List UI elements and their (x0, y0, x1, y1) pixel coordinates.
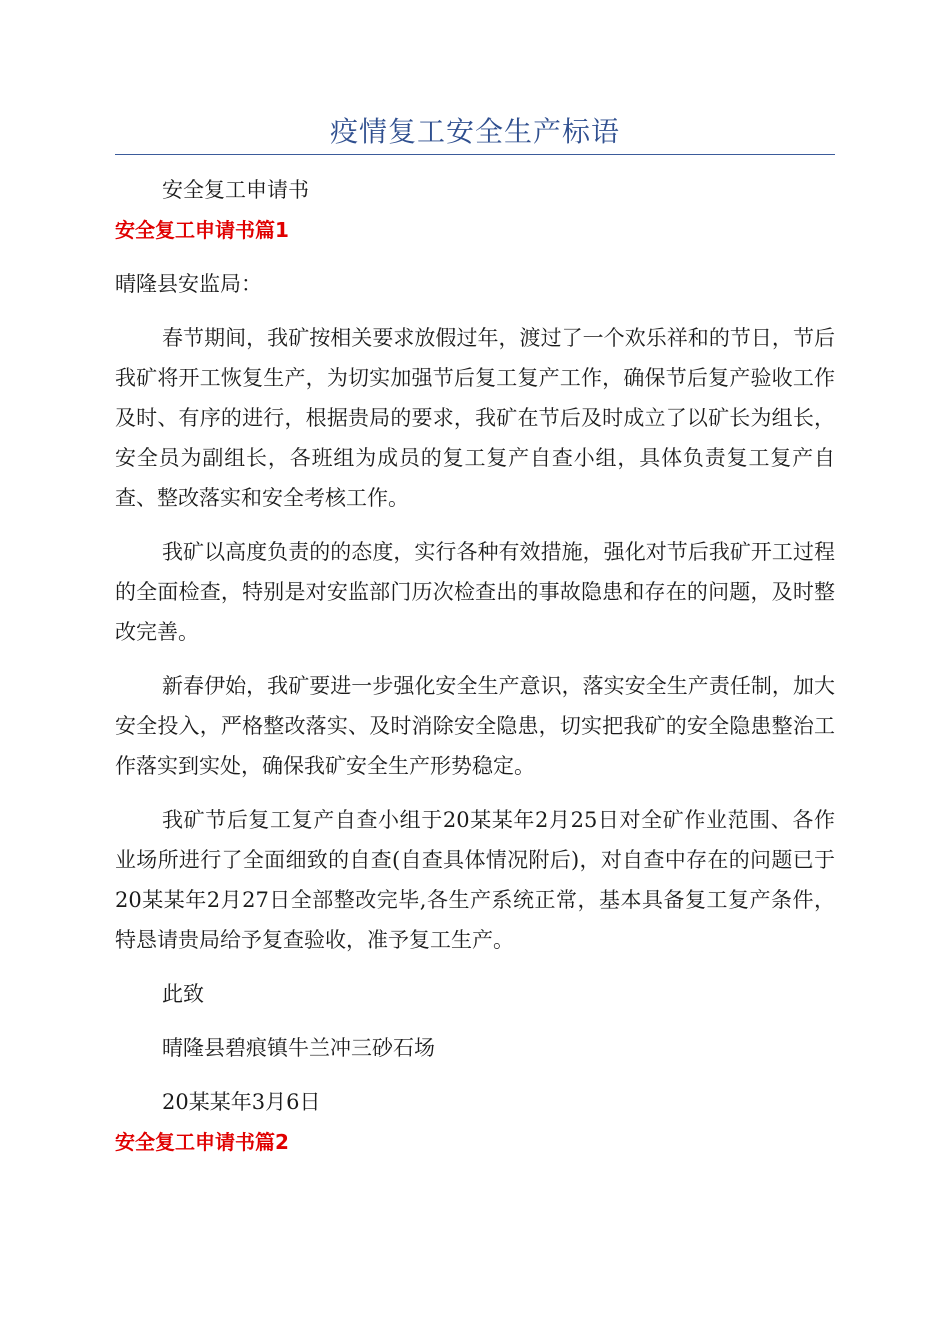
section-heading-2: 安全复工申请书篇2 (115, 1130, 289, 1154)
closing: 此致 (162, 982, 204, 1006)
document-title: 疫情复工安全生产标语 (329, 115, 620, 148)
section-heading-1: 安全复工申请书篇1 (115, 218, 289, 242)
paragraph-4: 我矿节后复工复产自查小组于20某某年2月25日对全矿作业范围、各作业场所进行了全面细致的自查(自查具体情况附后)，对自查中存在的问题已于20某某年2月27日全部整改完毕,各生产系统正常，基本具备复工复产条件，特恳请贵局给予复查验收，准予复工生产。 (115, 808, 835, 952)
date: 20某某年3月6日 (162, 1090, 321, 1114)
paragraph-3: 新春伊始，我矿要进一步强化安全生产意识，落实安全生产责任制，加大安全投入，严格整改落实、及时消除安全隐患，切实把我矿的安全隐患整治工作落实到实处，确保我矿安全生产形势稳定。 (115, 674, 835, 778)
paragraph-2: 我矿以高度负责的的态度，实行各种有效措施，强化对节后我矿开工过程的全面检查，特别是对安监部门历次检查出的事故隐患和存在的问题，及时整改完善。 (115, 540, 835, 644)
addressee: 晴隆县安监局： (115, 272, 262, 296)
subtitle: 安全复工申请书 (162, 178, 309, 202)
document-body (115, 170, 835, 1162)
signature: 晴隆县碧痕镇牛兰冲三砂石场 (162, 1036, 435, 1060)
paragraph-1: 春节期间，我矿按相关要求放假过年，渡过了一个欢乐祥和的节日，节后我矿将开工恢复生产，为切实加强节后复工复产工作，确保节后复产验收工作及时、有序的进行，根据贵局的要求，我矿在节后及时成立了以矿长为组长，安全员为副组长，各班组为成员的复工复产自查小组，具体负责复工复产自查、整改落实和安全考核工作。 (115, 326, 835, 510)
title-underline (115, 154, 835, 155)
